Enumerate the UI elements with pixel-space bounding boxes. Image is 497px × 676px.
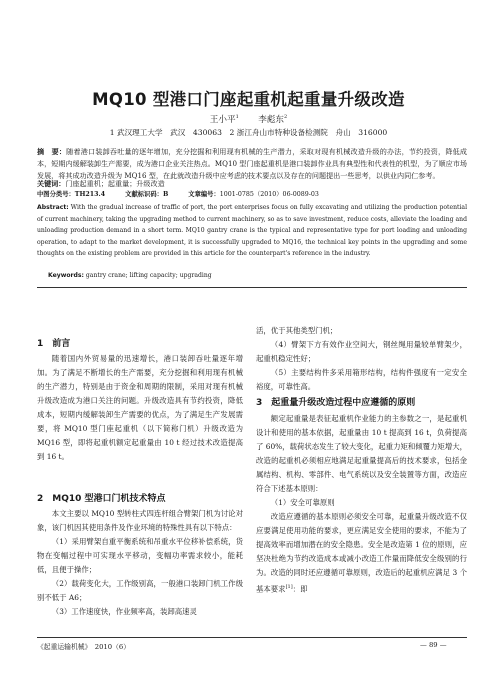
section-1-body [37, 352, 243, 464]
abstract-en-text: With the gradual increase of traffic of port, the port enterprises focus on fully excavating and utilizing the production potential of current machinery, taking the upgrading method to current machinery, so as to save investment, reduce costs, alleviate the loading and unloading production demand in a short term. MQ10 gantry crane is the typical and representative type for port loading and unloading operation, to adapt to the market development, it is successfully upgraded to MQ16, the technical key points in the upgrading and some thoughts on the existing problem are provided in this article for the counterpart's reference in the industry. [37, 204, 468, 257]
section-2-body [37, 507, 243, 619]
page-number: — 89 — [420, 641, 447, 649]
section-2-heading: 2 MQ10 型港口门机技术特点 [37, 494, 166, 504]
section-2-item-4: （4）臂架下方有效作业空间大，钢丝绳用量较单臂架少，起重机稳定性好； [256, 340, 467, 363]
author-line [0, 113, 497, 125]
abstract-cn [37, 146, 467, 182]
article-number: 文章编号：1001-0785（2010）06-0089-03 [188, 191, 319, 198]
author-1-affiliation-mark: 1 [235, 114, 239, 121]
citation-ref: [1] [285, 584, 293, 590]
abstract-cn-text: 随着港口装卸吞吐量的逐年增加，充分挖掘和利用现有机械的生产潜力，采取对现有机械改造升级的办法，节约投资，降低成本，短期内缓解装卸生产需要，成为港口企业关注热点。MQ10 型门座起重机是港口装卸作业具有典型性和代表性的机型，为了顺应市场发展，将其成功改造升级为 MQ16 型，在此就改造升级中应考虑的技术要点以及存在的问题提出一些思考，以供业内同仁参考。 [37, 147, 468, 180]
section-3-subheading: （1）安全可靠原则 [270, 498, 335, 507]
keywords-en [48, 270, 467, 282]
header-divider [37, 287, 467, 288]
section-3-heading: 3 起重量升级改造过程中应遵循的原则 [256, 398, 416, 408]
classification-line [37, 189, 467, 198]
clc-number: 中图分类号：TH213.4 [37, 191, 106, 198]
keywords-en-text: gantry crane; lifting capacity; upgrading [85, 272, 212, 279]
keywords-cn-text: 门座起重机；起重量；升级改造 [65, 179, 165, 188]
abstract-cn-label: 摘 要： [37, 147, 67, 156]
keywords-cn-label: 关键词： [37, 179, 66, 188]
section-2-intro: 本文主要以 MQ10 型转柱式四连杆组合臂架门机为讨论对象，该门机因其使用条件及作业环境的特殊性具有以下特点： [37, 509, 243, 532]
right-column-top [256, 324, 467, 394]
author-1: 王小平 [209, 115, 236, 125]
abstract-en [37, 202, 467, 260]
section-2-item-2: （2）载荷变化大，工作级别高，一般港口装卸门机工作级别不低于 A6； [37, 579, 243, 602]
keywords-en-label: Keywords: [48, 272, 84, 279]
section-1-paragraph: 随着国内外贸易量的迅速增长，港口装卸吞吐量逐年增加。为了满足不断增长的生产需要，充分挖掘和利用现有机械的生产潜力，特别是由于资金和周期的限制，采用对现有机械升级改造成为港口关注的问题。升级改造具有节约投资，降低成本，短期内缓解装卸生产需要的优点，为了满足生产发展需要，将 MQ10 型门座起重机（以下简称门机）升级改造为 MQ16 型，即将起重机额定起重量由 10 t 经过技术改造提高到 16 t。 [37, 354, 243, 461]
document-code: 文献标识码：B [125, 191, 169, 198]
section-2-item-3-continued: 活，优于其他类型门机； [256, 326, 338, 335]
author-2-affiliation-mark: 2 [284, 114, 288, 121]
section-3-paragraph-2: 改造应遵循的基本原则必须安全可靠，起重量升级改造不仅应要满足使用功能的要求，更应满足安全使用的要求，不能为了提高效率而增加潜在的安全隐患。安全是改造第 1 位的原则，应坚决杜绝为节约改造成本或减小改造工作量而降低安全级别的行为。改造的同时还应遵循可靠原则，改造后的起重机应满足 3 个基本要求[1]：即 [256, 512, 467, 594]
section-3-body [256, 412, 467, 596]
paper-title: MQ10 型港口门座起重机起重量升级改造 [92, 90, 405, 109]
abstract-en-label: Abstract: [37, 204, 69, 211]
section-1-heading: 1 前言 [37, 339, 71, 349]
affiliation-line: 1 武汉理工大学 武汉 430063 2 浙江舟山市特种设备检测院 舟山 316000 [109, 128, 388, 137]
section-2-item-3: （3）工作速度快，作业频率高，装卸高速灵 [51, 607, 197, 616]
section-3-paragraph-1: 额定起重量是表征起重机作业能力的主参数之一，是起重机设计和使用的基本依据，起重量由 10 t 提高到 16 t，负荷提高了 60%，载荷状态发生了较大变化，起重力矩和倾覆力矩增大，改造的起重机必须相应地满足起重量提高后的技术要求，包括金属结构、机构、零部件、电气系统以及安全装置等方面，改造应符合下述基本原则： [256, 414, 467, 493]
journal-footer: 《起重运输机械》 2010（6） [37, 643, 130, 651]
author-2: 李彪东 [258, 115, 285, 125]
section-2-item-5: （5）主要结构件多采用箱形结构，结构件强度有一定安全裕度，可靠性高。 [256, 368, 467, 391]
section-2-item-1: （1）采用臂架自重平衡系统和吊重水平位移补偿系统，货物在变幅过程中可实现水平移动，变幅功率需求较小，能耗低，且便于操作； [37, 537, 243, 574]
footer-divider [37, 637, 467, 638]
